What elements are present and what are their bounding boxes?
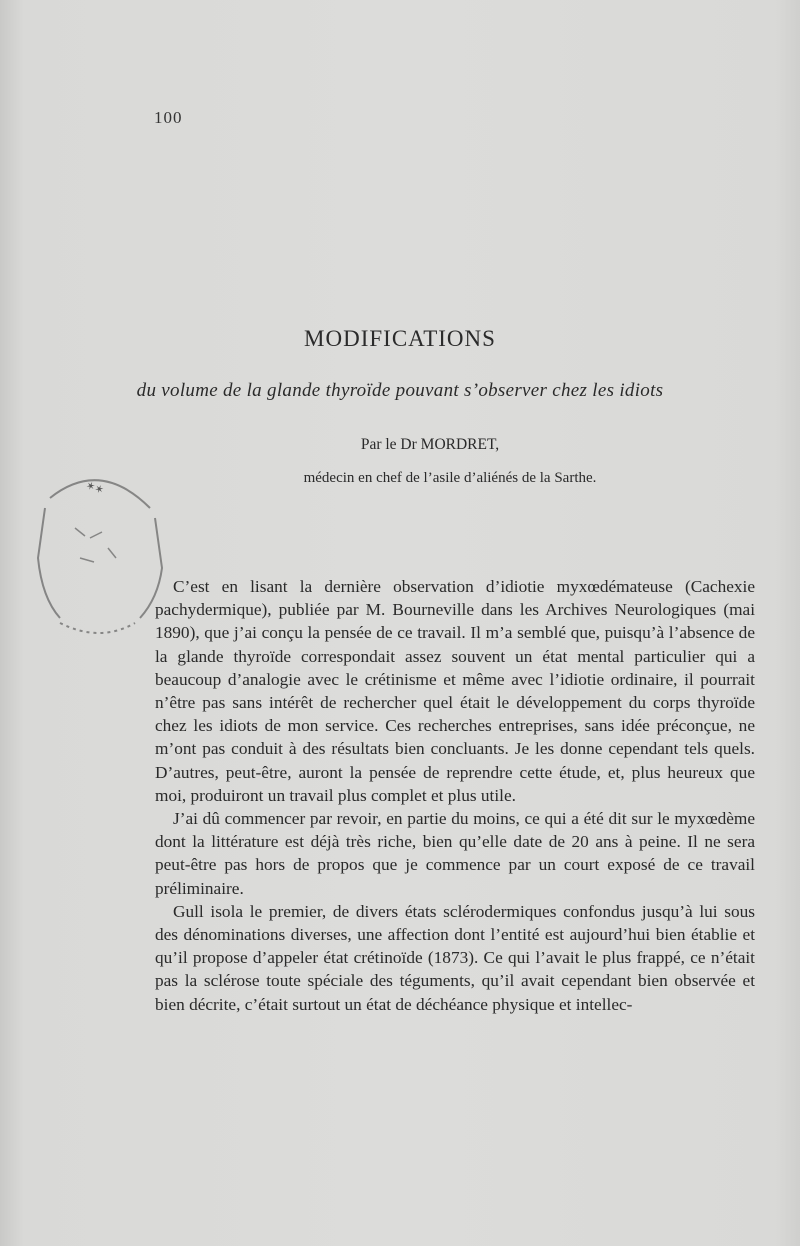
author-line: Par le Dr MORDRET,: [360, 436, 500, 453]
page-number: 100: [154, 108, 183, 127]
paragraph: Gull isola le premier, de divers états sclérodermiques confondus jusqu’à lui sous des dénominations diverses, une affection dont l’entité est aujourd’hui bien établie et qu’il propose d’appeler état crétinoïde (1873). Ce qui l’avait le plus frappé, ce n’était pas la sclérose toute spéciale des téguments, qu’il avait cependant bien observée et bien décrite, c’était surtout un état de déchéance physique et intellec-: [155, 901, 755, 1014]
article-title: MODIFICATIONS: [304, 326, 496, 351]
paragraph: C’est en lisant la dernière observation d’idiotie myxœdémateuse (Cachexie pachydermique), publiée par M. Bourneville dans les Archives Neurologiques (mai 1890), que j’ai conçu la pensée de ce travail. Il m’a semblé que, puisqu’à l’absence de la glande thyroïde correspondait assez souvent un état mental particulier qui a beaucoup d’analogie avec le crétinisme et même avec l’idiotie ordinaire, il pourrait n’être pas sans intérêt de rechercher quel était le développement du corps thyroïde chez les idiots de mon service. Ces recherches entreprises, sans idée préconçue, ne m’ont pas conduit à des résultats bien concluants. Je les donne cependant tels quels. D’autres, peut-être, auront la pensée de reprendre cette étude, et, plus heureux que moi, produiront un travail plus complet et plus utile.: [155, 577, 755, 805]
author-affiliation: médecin en chef de l’asile d’aliénés de la Sarthe.: [303, 470, 597, 486]
svg-text:✶✶: ✶✶: [83, 478, 106, 498]
article-body: [155, 575, 755, 1016]
article-subtitle: du volume de la glande thyroïde pouvant s’observer chez les idiots: [136, 380, 664, 401]
paragraph: J’ai dû commencer par revoir, en partie du moins, ce qui a été dit sur le myxœdème dont la littérature est déjà très riche, bien qu’elle date de 20 ans à peine. Il ne sera peut-être pas hors de propos que je commence par un court exposé de ce travail préliminaire.: [155, 809, 755, 898]
